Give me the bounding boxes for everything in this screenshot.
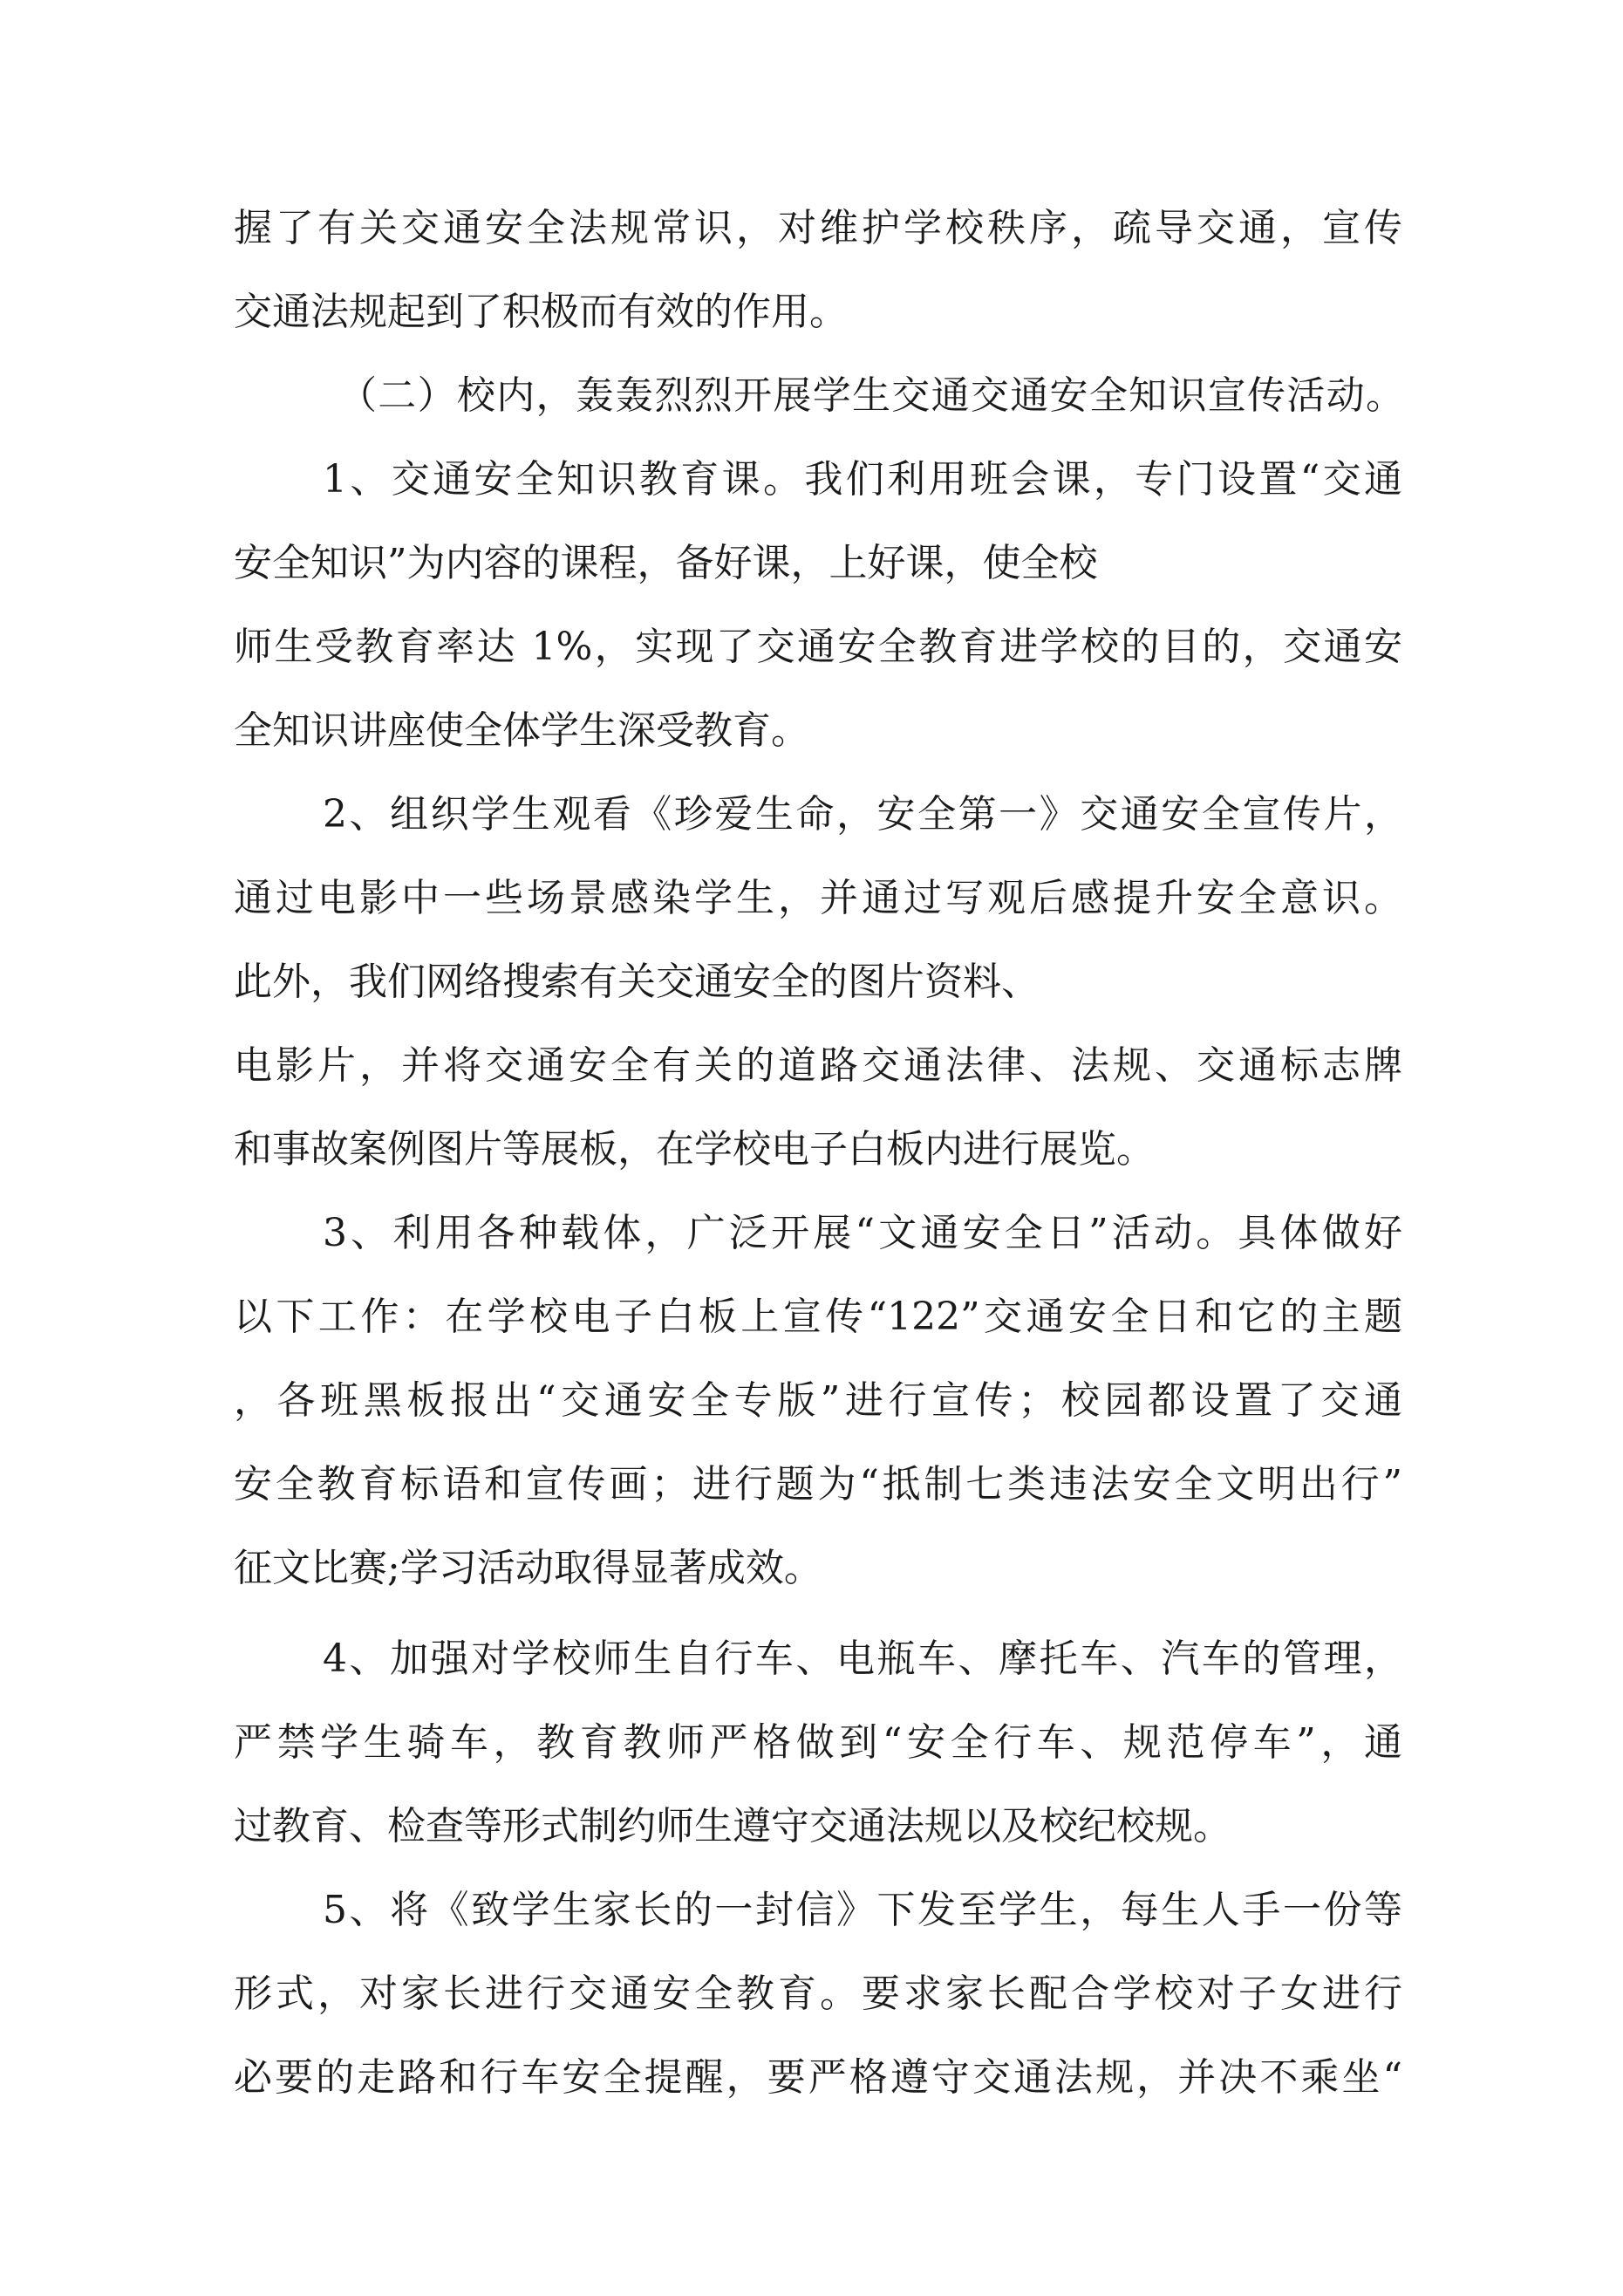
section-heading: （二）校内，轰轰烈烈开展学生交通交通安全知识宣传活动。 [338, 373, 1404, 418]
text-line: ，各班黑板报出“交通安全专版”进行宣传；校园都设置了交通 [234, 1378, 1402, 1423]
text-line: 和事故案例图片等展板，在学校电子白板内进行展览。 [234, 1127, 1155, 1172]
text-line: 5、将《致学生家长的一封信》下发至学生，每生人手一份等 [323, 1888, 1402, 1932]
text-line: 此外，我们网络搜索有关交通安全的图片资料、 [234, 960, 1040, 1004]
text-line: 1、交通安全知识教育课。我们利用班会课，专门设置“交通 [323, 457, 1402, 502]
text-line: 师生受教育率达 1%，实现了交通安全教育进学校的目的，交通安 [234, 625, 1402, 669]
text-line: 安全教育标语和宣传画；进行题为“抵制七类违法安全文明出行” [234, 1462, 1402, 1507]
text-line: 2、组织学生观看《珍爱生命，安全第一》交通安全宣传片， [323, 792, 1402, 837]
text-line: 过教育、检查等形式制约师生遵守交通法规以及校纪校规。 [234, 1804, 1231, 1848]
text-line: 征文比赛;学习活动取得显著成效。 [234, 1546, 822, 1590]
text-line: 握了有关交通安全法规常识，对维护学校秩序，疏导交通，宣传 [234, 206, 1402, 250]
text-line: 以下工作：在学校电子白板上宣传“122”交通安全日和它的主题 [234, 1295, 1402, 1339]
text-line: 安全知识”为内容的课程，备好课，上好课，使全校 [234, 541, 1098, 585]
text-line: 全知识讲座使全体学生深受教育。 [234, 708, 809, 753]
text-line: 形式，对家长进行交通安全教育。要求家长配合学校对子女进行 [234, 1971, 1402, 2016]
text-line: 必要的走路和行车安全提醒，要严格遵守交通法规，并决不乘坐“ [234, 2055, 1402, 2100]
text-line: 电影片，并将交通安全有关的道路交通法律、法规、交通标志牌 [234, 1043, 1402, 1088]
text-line: 3、利用各种载体，广泛开展“文通安全日”活动。具体做好 [323, 1211, 1402, 1255]
text-line: 交通法规起到了积极而有效的作用。 [234, 290, 848, 334]
text-line: 通过电影中一些场景感染学生，并通过写观后感提升安全意识。 [234, 876, 1402, 920]
text-line: 严禁学生骑车，教育教师严格做到“安全行车、规范停车”，通 [234, 1720, 1402, 1765]
text-line: 4、加强对学校师生自行车、电瓶车、摩托车、汽车的管理， [323, 1637, 1402, 1681]
